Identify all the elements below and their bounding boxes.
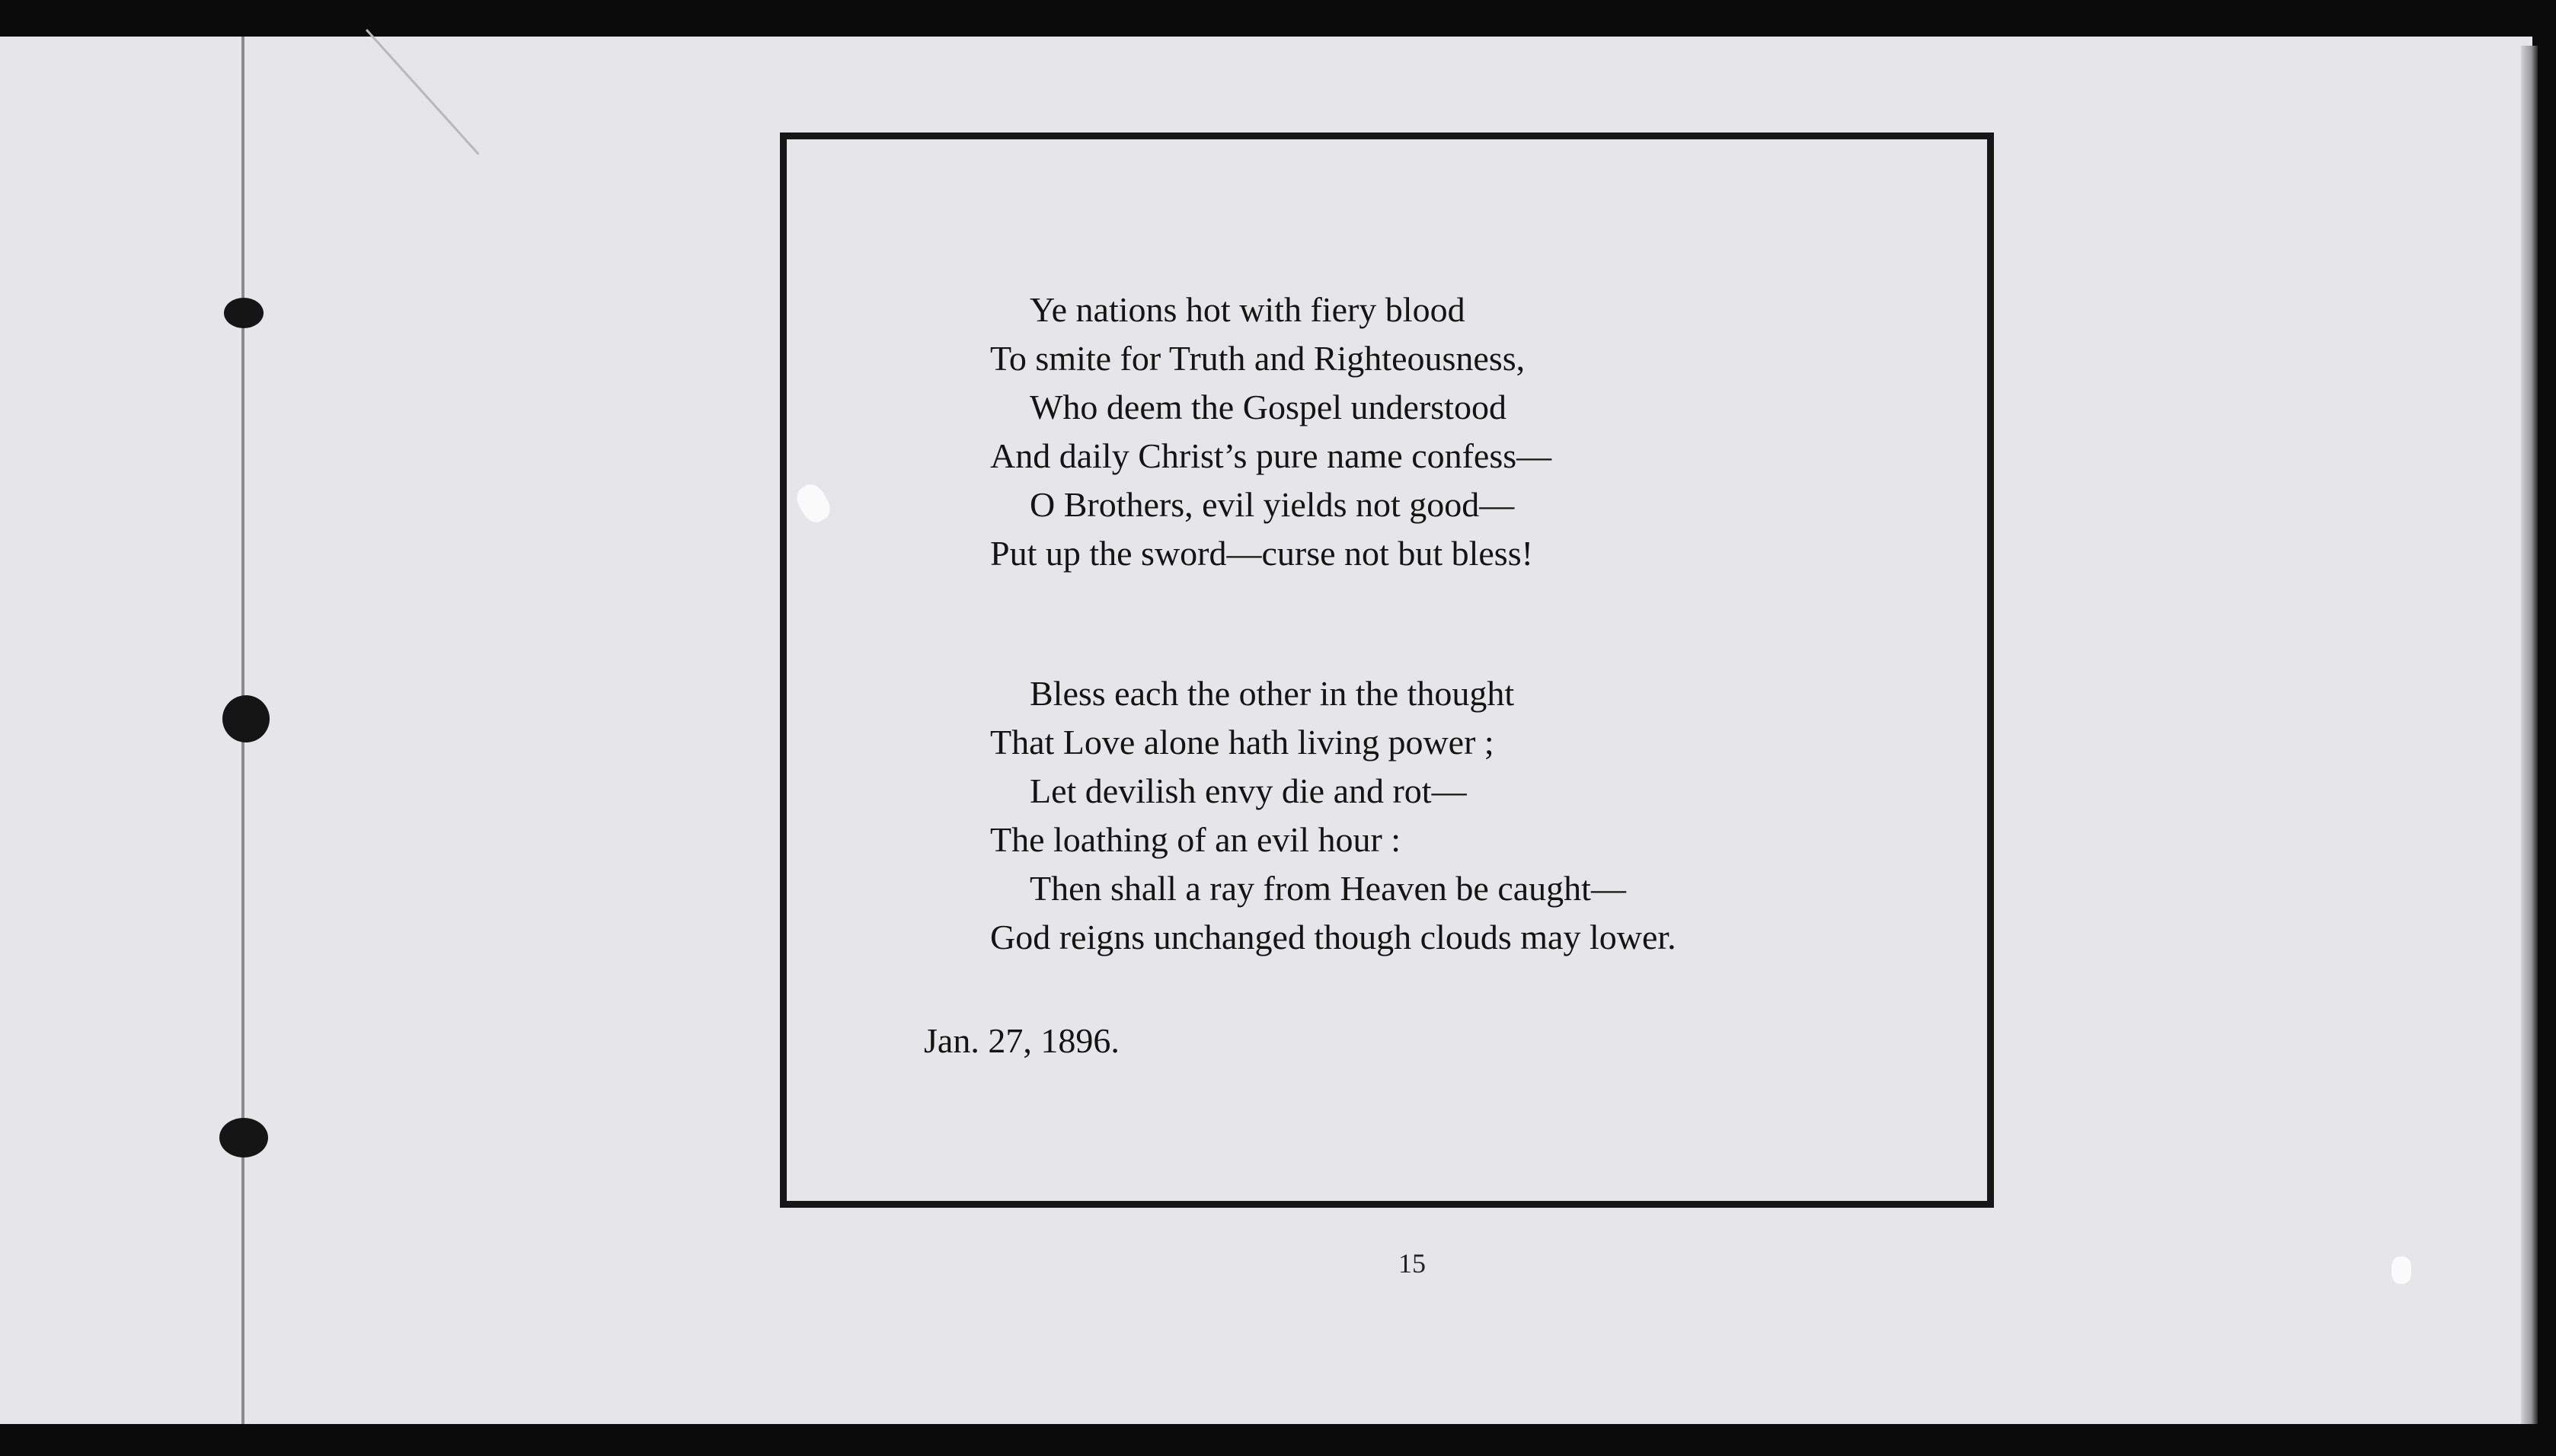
poem-line: Then shall a ray from Heaven be caught— [1030, 869, 1626, 908]
poem-line: The loathing of an evil hour : [990, 820, 1401, 859]
stanza-1 [990, 286, 1866, 578]
poem-line: That Love alone hath living power ; [990, 723, 1494, 762]
page-number: 15 [1398, 1248, 1426, 1279]
page-edge [2521, 46, 2538, 1424]
poem-line: Ye nations hot with fiery blood [1030, 290, 1465, 329]
binding-hole-bottom [219, 1118, 268, 1157]
stanza-2 [990, 669, 1866, 962]
poem-date: Jan. 27, 1896. [924, 1021, 1120, 1060]
poem-line: O Brothers, evil yields not good— [1030, 485, 1515, 524]
binding-hole-middle [222, 695, 270, 742]
paper-blemish [2391, 1256, 2411, 1284]
poem-line: Let devilish envy die and rot— [1030, 771, 1467, 810]
poem-text [990, 286, 1866, 1053]
poem-line: Bless each the other in the thought [1030, 674, 1515, 713]
poem-line: Put up the sword—curse not but bless! [990, 534, 1533, 573]
poem-line: Who deem the Gospel understood [1030, 388, 1506, 426]
poem-line: God reigns unchanged though clouds may lower. [990, 918, 1676, 956]
binding-hole-top [224, 298, 264, 328]
poem-line: And daily Christ’s pure name confess— [990, 436, 1552, 475]
poem-line: To smite for Truth and Righteousness, [990, 339, 1526, 378]
